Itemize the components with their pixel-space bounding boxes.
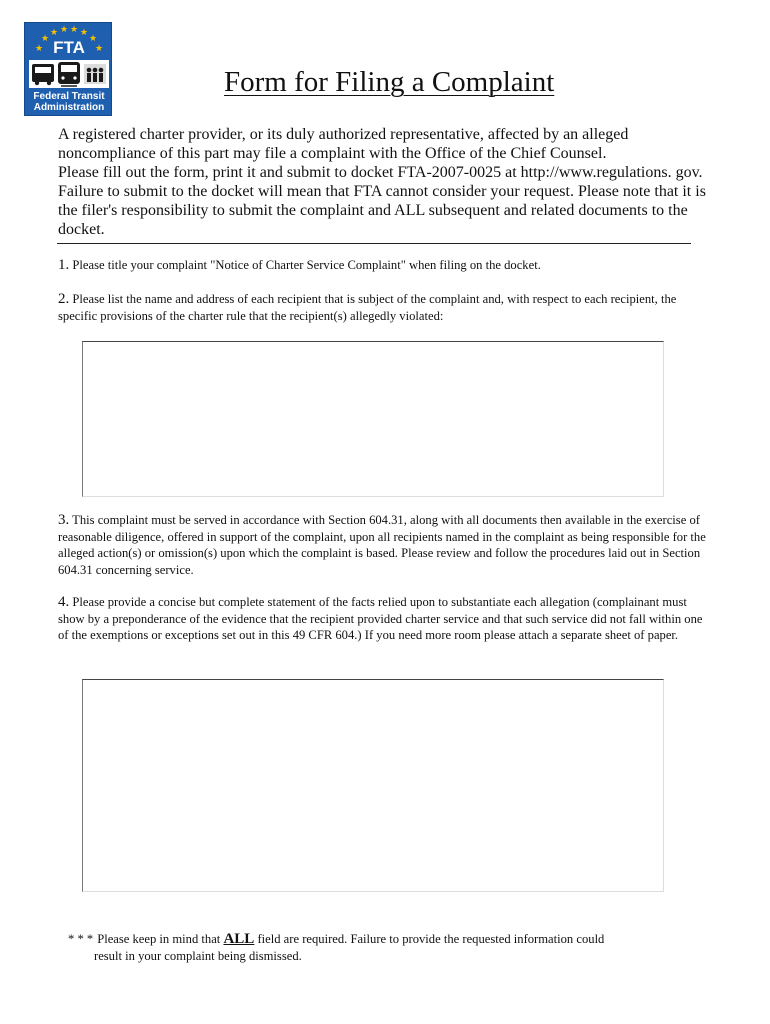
item-3-text: This complaint must be served in accordance with Section 604.31, along with all documents then available in the exercise of reasonable diligence, offered in support of the complaint, upon all recipients named in the complaint as being responsible for the alleged action(s) or omission(s) upon which the complaint is based. Please review and follow the procedures laid out in Section 604.31 concerning service. [58,513,706,577]
fta-logo [24,22,112,116]
item-3 [58,512,706,578]
item-1-number: 1. [58,257,70,273]
divider [57,243,691,244]
item-4-number: 4. [58,594,70,610]
svg-text:★: ★ [60,25,69,35]
intro-text [58,125,708,239]
people-icon [84,64,106,84]
item-1-text: Please title your complaint "Notice of Charter Service Complaint" when filing on the docket. [72,258,541,272]
note-stars: * * * [68,932,94,946]
svg-text:★: ★ [41,34,50,44]
intro-paragraph-2: Please fill out the form, print it and submit to docket FTA-2007-0025 at http://www.regulations. gov. Failure to submit to the docket will mean that FTA cannot consider your request. Please note that it is the filer's responsibility to submit the complaint and ALL subsequent and related documents to the docket. [58,164,706,238]
item-1 [58,257,706,274]
intro-paragraph-1: A registered charter provider, or its duly authorized representative, affected by an alleged noncompliance of this part may file a complaint with the Office of the Chief Counsel. [58,126,629,162]
svg-text:★: ★ [80,28,89,38]
recipients-text-field[interactable] [82,341,664,497]
logo-line-1: Federal Transit [33,91,105,102]
logo-line-2: Administration [33,102,105,113]
page-title: Form for Filing a Complaint [224,66,555,98]
note-post: field are required. Failure to provide the requested information could [257,932,605,946]
svg-text:★: ★ [35,44,44,54]
svg-text:★: ★ [70,25,79,35]
item-4 [58,594,706,644]
note-emphasis: ALL [223,931,255,947]
note-continuation: result in your complaint being dismissed. [94,948,302,963]
svg-text:★: ★ [89,34,98,44]
item-4-text: Please provide a concise but complete statement of the facts relied upon to substantiate each allegation (complainant must show by a preponderance of the evidence that the recipient provided charter service and that such service did not fall within one of the exemptions or exceptions set out in this 49 CFR 604.) If you need more room please attach a separate sheet of paper. [58,595,703,642]
item-2-number: 2. [58,291,70,307]
train-icon [58,62,80,86]
required-note [68,931,688,964]
item-2 [58,291,706,324]
logo-abbrev: FTA [53,38,85,57]
svg-text:★: ★ [95,44,104,54]
item-3-number: 3. [58,512,70,528]
item-2-text: Please list the name and address of each recipient that is subject of the complaint and, with respect to each recipient, the specific provisions of the charter rule that the recipient(s) allegedly violated: [58,292,677,323]
note-pre: Please keep in mind that [97,932,221,946]
facts-statement-text-field[interactable] [82,679,664,892]
svg-text:★: ★ [50,28,59,38]
